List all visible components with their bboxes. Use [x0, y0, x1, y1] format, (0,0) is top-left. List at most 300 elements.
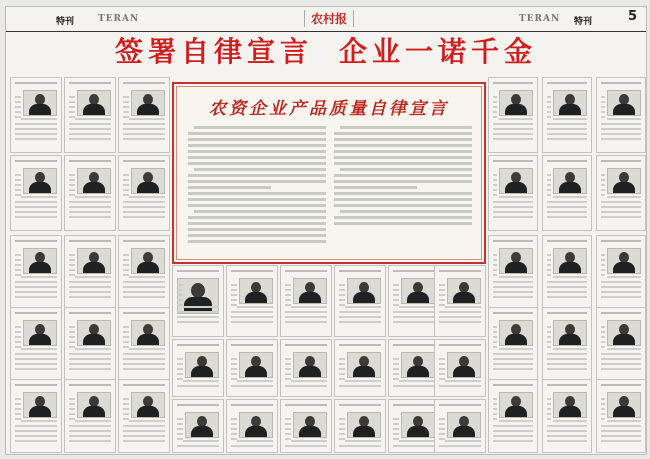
text-line	[231, 428, 237, 430]
card-text-upper	[231, 413, 237, 443]
text-line	[15, 281, 57, 283]
card-text-upper	[177, 413, 183, 443]
text-line	[15, 138, 57, 140]
text-line	[123, 358, 165, 360]
pledge-card	[596, 379, 646, 453]
card-text-lower	[547, 420, 587, 445]
text-line	[69, 111, 75, 113]
text-line	[188, 228, 326, 231]
text-line	[493, 353, 533, 355]
text-line	[553, 276, 587, 278]
text-line	[123, 201, 165, 203]
card-title-rule	[285, 270, 327, 272]
text-line	[339, 363, 345, 365]
card-title-rule	[123, 312, 165, 314]
text-line	[177, 368, 183, 370]
text-line	[285, 363, 291, 365]
text-line	[339, 321, 381, 323]
portrait-body	[137, 406, 159, 418]
card-text-upper	[393, 353, 399, 383]
text-line	[15, 425, 57, 427]
portrait-body	[559, 262, 581, 274]
text-line	[237, 440, 273, 442]
card-text-lower	[601, 118, 641, 143]
text-line	[547, 336, 551, 338]
text-line	[188, 186, 271, 189]
portrait-body	[505, 262, 527, 274]
text-line	[123, 138, 165, 140]
text-line	[499, 118, 533, 120]
text-line	[439, 289, 445, 291]
text-line	[188, 132, 326, 135]
pledge-card	[10, 235, 62, 311]
text-line	[69, 425, 111, 427]
card-text-lower	[439, 440, 481, 450]
text-line	[69, 189, 75, 191]
text-line	[493, 179, 497, 181]
card-text-lower	[601, 348, 641, 373]
card-text-upper	[547, 91, 551, 121]
text-line	[493, 101, 497, 103]
text-line	[493, 133, 533, 135]
text-line	[15, 128, 57, 130]
card-title-rule	[123, 384, 165, 386]
text-line	[493, 435, 533, 437]
text-line	[547, 435, 587, 437]
text-line	[15, 101, 21, 103]
text-line	[285, 423, 291, 425]
text-line	[607, 348, 641, 350]
text-line	[439, 385, 481, 387]
portrait-photo	[401, 412, 435, 438]
text-line	[69, 341, 75, 343]
text-line	[493, 264, 497, 266]
text-line	[15, 353, 57, 355]
card-text-upper	[339, 413, 345, 443]
card-text-lower	[393, 440, 435, 450]
card-text-lower	[547, 118, 587, 143]
text-line	[601, 353, 641, 355]
card-title-rule	[547, 384, 587, 386]
portrait-photo	[131, 320, 165, 346]
text-line	[439, 294, 445, 296]
text-line	[123, 206, 165, 208]
portrait-photo	[607, 248, 641, 274]
text-line	[601, 174, 605, 176]
text-line	[285, 284, 291, 286]
text-line	[547, 138, 587, 140]
text-line	[123, 296, 165, 298]
text-line	[188, 156, 326, 159]
text-line	[188, 150, 326, 153]
text-line	[231, 299, 237, 301]
card-title-rule	[123, 160, 165, 162]
text-line	[285, 294, 291, 296]
text-line	[601, 264, 605, 266]
portrait-photo	[347, 278, 381, 304]
text-line	[601, 341, 605, 343]
text-line	[601, 413, 605, 415]
text-line	[123, 189, 129, 191]
text-line	[123, 425, 165, 427]
text-line	[194, 168, 326, 171]
text-line	[231, 418, 237, 420]
card-text-upper	[439, 413, 445, 443]
card-text-lower	[177, 440, 219, 450]
text-line	[15, 206, 57, 208]
text-line	[123, 264, 129, 266]
text-line	[393, 373, 399, 375]
text-line	[334, 198, 472, 201]
text-line	[601, 291, 641, 293]
portrait-photo	[239, 352, 273, 378]
text-line	[15, 440, 57, 442]
text-line	[69, 138, 111, 140]
portrait-photo	[77, 320, 111, 346]
portrait-body	[559, 104, 581, 116]
card-text-upper	[493, 91, 497, 121]
text-line	[75, 420, 111, 422]
pledge-card	[226, 339, 278, 397]
text-line	[493, 286, 533, 288]
card-text-lower	[15, 276, 57, 301]
card-text-lower	[547, 276, 587, 301]
text-line	[69, 408, 75, 410]
text-line	[69, 336, 75, 338]
newspaper-page	[5, 6, 647, 455]
card-title-rule	[601, 384, 641, 386]
card-title-rule	[339, 270, 381, 272]
card-text-lower	[493, 118, 533, 143]
card-text-upper	[547, 321, 551, 351]
portrait-photo	[77, 90, 111, 116]
card-title-rule	[123, 82, 165, 84]
text-line	[339, 284, 345, 286]
text-line	[15, 211, 57, 213]
portrait-body	[29, 262, 51, 274]
text-line	[553, 196, 587, 198]
text-line	[601, 128, 641, 130]
card-title-rule	[285, 404, 327, 406]
portrait-body	[453, 366, 475, 378]
text-line	[15, 363, 57, 365]
text-line	[547, 201, 587, 203]
text-line	[123, 435, 165, 437]
text-line	[493, 368, 533, 370]
card-text-upper	[439, 279, 445, 309]
text-line	[493, 184, 497, 186]
text-line	[177, 433, 183, 435]
card-text-upper	[177, 279, 183, 309]
card-title-rule	[547, 312, 587, 314]
card-text-lower	[601, 196, 641, 221]
text-line	[123, 403, 129, 405]
text-line	[123, 408, 129, 410]
text-line	[393, 311, 435, 313]
card-text-lower	[547, 196, 587, 221]
portrait-body	[559, 334, 581, 346]
card-text-lower	[123, 348, 165, 373]
text-line	[399, 440, 435, 442]
text-line	[547, 259, 551, 261]
section-label-right: 特刊	[574, 17, 593, 27]
pledge-card	[596, 155, 646, 231]
card-title-rule	[69, 82, 111, 84]
text-line	[607, 196, 641, 198]
portrait-photo	[185, 352, 219, 378]
text-line	[339, 445, 381, 447]
card-text-upper	[123, 91, 129, 121]
text-line	[285, 321, 327, 323]
text-line	[339, 289, 345, 291]
text-line	[547, 368, 587, 370]
text-line	[334, 162, 472, 165]
text-line	[21, 118, 57, 120]
text-line	[69, 413, 75, 415]
pledge-card	[488, 77, 538, 153]
card-text-upper	[601, 249, 605, 279]
card-title-rule	[123, 240, 165, 242]
text-line	[493, 331, 497, 333]
text-line	[601, 259, 605, 261]
text-line	[601, 123, 641, 125]
masthead: 农村报	[304, 10, 354, 27]
text-line	[601, 201, 641, 203]
text-line	[547, 189, 551, 191]
card-title-rule	[493, 82, 533, 84]
text-line	[69, 264, 75, 266]
card-text-upper	[547, 249, 551, 279]
text-line	[493, 408, 497, 410]
portrait-body	[353, 366, 375, 378]
text-line	[547, 269, 551, 271]
text-line	[15, 341, 21, 343]
text-line	[188, 216, 326, 219]
card-title-rule	[285, 344, 327, 346]
portrait-body	[613, 104, 635, 116]
text-line	[553, 118, 587, 120]
text-line	[231, 358, 237, 360]
pledge-card	[64, 77, 116, 153]
pledge-card	[542, 307, 592, 383]
text-line	[15, 133, 57, 135]
text-line	[601, 296, 641, 298]
card-text-lower	[69, 348, 111, 373]
text-line	[399, 306, 435, 308]
text-line	[339, 373, 345, 375]
text-line	[123, 440, 165, 442]
pledge-card	[334, 339, 386, 397]
text-line	[393, 368, 399, 370]
pledge-card	[226, 399, 278, 453]
portrait-photo	[77, 392, 111, 418]
card-text-upper	[339, 279, 345, 309]
text-line	[75, 348, 111, 350]
card-text-lower	[231, 440, 273, 450]
text-line	[123, 179, 129, 181]
card-text-lower	[15, 420, 57, 445]
text-line	[339, 368, 345, 370]
portrait-body	[245, 366, 267, 378]
portrait-body	[29, 182, 51, 194]
text-line	[499, 276, 533, 278]
text-line	[601, 254, 605, 256]
pledge-card	[388, 399, 440, 453]
card-text-upper	[601, 91, 605, 121]
pledge-card	[64, 307, 116, 383]
card-title-rule	[493, 160, 533, 162]
text-line	[123, 286, 165, 288]
text-line	[547, 358, 587, 360]
declaration-body	[188, 126, 474, 252]
card-text-lower	[231, 380, 273, 390]
pledge-card	[488, 235, 538, 311]
card-title-rule	[547, 82, 587, 84]
text-line	[21, 276, 57, 278]
text-line	[129, 118, 165, 120]
text-line	[177, 445, 219, 447]
card-title-rule	[339, 344, 381, 346]
text-line	[285, 433, 291, 435]
text-line	[547, 216, 587, 218]
text-line	[15, 331, 21, 333]
text-line	[601, 184, 605, 186]
pledge-card	[64, 235, 116, 311]
text-line	[123, 363, 165, 365]
pledge-card	[488, 155, 538, 231]
text-line	[499, 196, 533, 198]
text-line	[547, 341, 551, 343]
card-text-lower	[15, 118, 57, 143]
text-line	[439, 311, 481, 313]
text-line	[393, 363, 399, 365]
portrait-body	[505, 334, 527, 346]
card-text-upper	[231, 279, 237, 309]
text-line	[393, 423, 399, 425]
card-text-upper	[69, 249, 75, 279]
portrait-photo	[607, 392, 641, 418]
text-line	[69, 440, 111, 442]
text-line	[69, 216, 111, 218]
text-line	[188, 180, 326, 183]
text-line	[15, 368, 57, 370]
text-line	[547, 291, 587, 293]
portrait-body	[83, 104, 105, 116]
text-line	[123, 336, 129, 338]
text-line	[601, 368, 641, 370]
card-text-upper	[393, 413, 399, 443]
text-line	[177, 321, 219, 323]
card-text-lower	[393, 306, 435, 326]
text-line	[123, 254, 129, 256]
pledge-card	[172, 399, 224, 453]
portrait-body	[613, 182, 635, 194]
portrait-body	[191, 426, 213, 438]
text-line	[188, 234, 326, 237]
card-text-upper	[15, 321, 21, 351]
text-line	[123, 111, 129, 113]
text-line	[547, 326, 551, 328]
text-line	[439, 433, 445, 435]
card-text-lower	[339, 306, 381, 326]
card-text-upper	[493, 169, 497, 199]
text-line	[439, 299, 445, 301]
portrait-body	[29, 406, 51, 418]
text-line	[291, 306, 327, 308]
portrait-photo	[23, 248, 57, 274]
card-text-upper	[285, 353, 291, 383]
text-line	[177, 289, 183, 291]
text-line	[601, 269, 605, 271]
text-line	[601, 281, 641, 283]
text-line	[493, 206, 533, 208]
text-line	[15, 430, 57, 432]
card-text-lower	[547, 348, 587, 373]
text-line	[123, 291, 165, 293]
text-line	[285, 316, 327, 318]
portrait-photo	[131, 248, 165, 274]
text-line	[601, 101, 605, 103]
text-line	[69, 363, 111, 365]
text-line	[123, 269, 129, 271]
portrait-body	[505, 406, 527, 418]
text-line	[340, 210, 472, 213]
text-line	[123, 128, 165, 130]
text-line	[69, 101, 75, 103]
card-text-lower	[15, 196, 57, 221]
text-line	[339, 311, 381, 313]
portrait-head	[191, 283, 205, 298]
card-text-upper	[69, 321, 75, 351]
pledge-card	[434, 265, 486, 337]
pledge-card	[172, 339, 224, 397]
portrait-photo	[553, 168, 587, 194]
card-title-rule	[231, 404, 273, 406]
portrait-body	[505, 104, 527, 116]
text-line	[177, 373, 183, 375]
card-text-upper	[393, 279, 399, 309]
portrait-photo	[499, 320, 533, 346]
text-line	[601, 189, 605, 191]
text-line	[607, 276, 641, 278]
portrait-body	[299, 292, 321, 304]
text-line	[69, 435, 111, 437]
pledge-card	[10, 379, 62, 453]
card-text-lower	[493, 196, 533, 221]
portrait-photo	[239, 278, 273, 304]
text-line	[15, 269, 21, 271]
pledge-card	[64, 155, 116, 231]
pledge-card	[280, 265, 332, 337]
text-line	[601, 358, 641, 360]
text-line	[21, 196, 57, 198]
portrait-photo	[347, 352, 381, 378]
card-title-rule	[15, 312, 57, 314]
text-line	[177, 385, 219, 387]
text-line	[547, 264, 551, 266]
text-line	[601, 430, 641, 432]
text-line	[177, 428, 183, 430]
text-line	[231, 373, 237, 375]
text-line	[601, 111, 605, 113]
text-line	[547, 128, 587, 130]
text-line	[15, 174, 21, 176]
text-line	[547, 296, 587, 298]
card-text-lower	[493, 276, 533, 301]
portrait-body	[505, 182, 527, 194]
text-line	[339, 299, 345, 301]
text-line	[231, 294, 237, 296]
